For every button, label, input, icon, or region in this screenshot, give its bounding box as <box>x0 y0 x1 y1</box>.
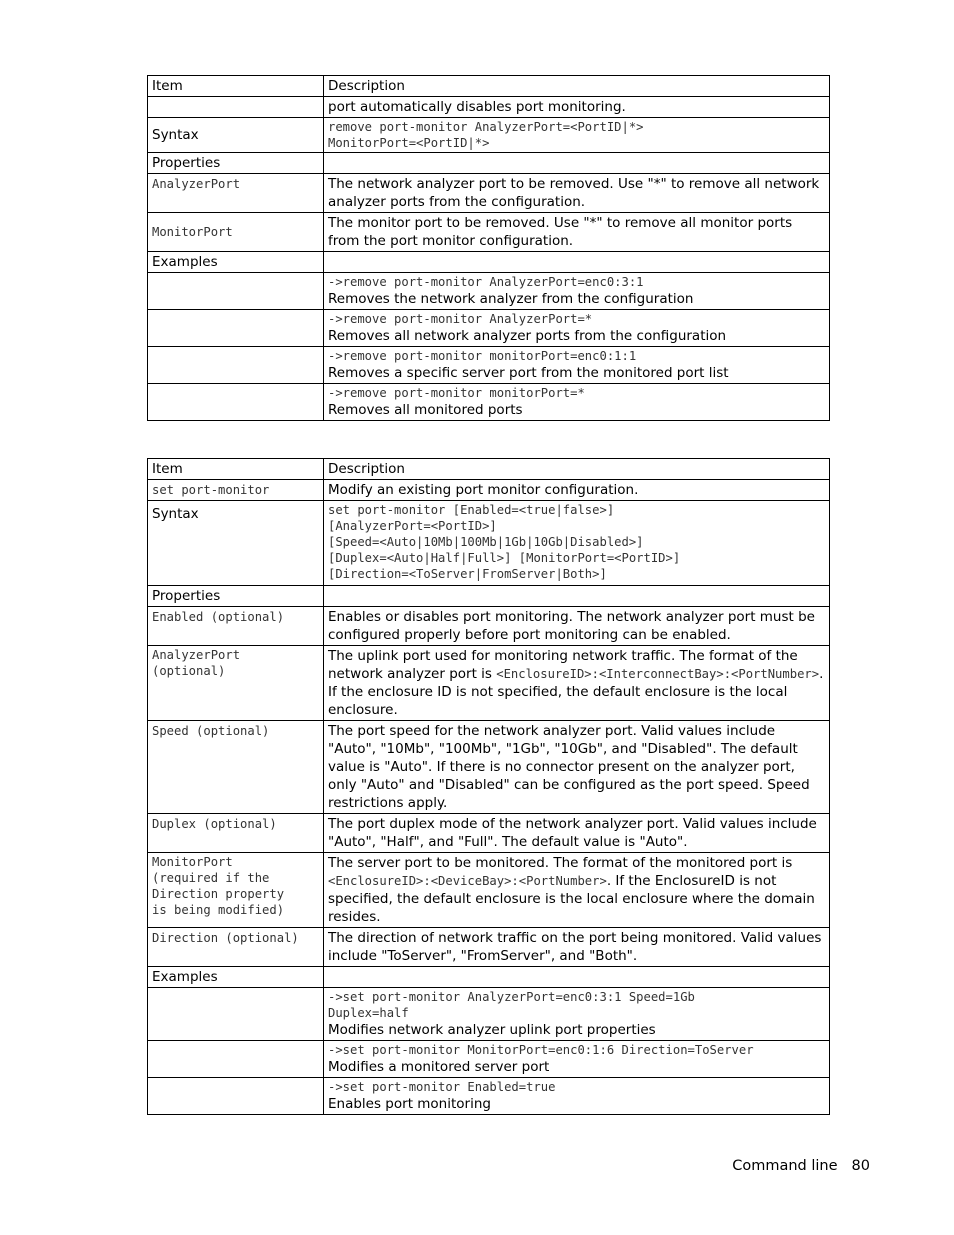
syntax-row <box>148 501 830 586</box>
table-row <box>148 1041 830 1078</box>
property-name: AnalyzerPort (optional) <box>148 646 324 721</box>
command-name: set port-monitor <box>148 480 324 501</box>
table-header-row <box>148 76 830 97</box>
table-row <box>148 310 830 347</box>
examples-row <box>148 967 830 988</box>
table-row <box>148 273 830 310</box>
table-row <box>148 480 830 501</box>
property-description: The server port to be monitored. The format of the monitored port is <EnclosureID>:<DeviceBay>:<PortNumber>. If the EnclosureID is not specified, the default enclosure is the local enclosure where the domain resides. <box>324 853 830 928</box>
table-row <box>148 814 830 853</box>
table-header-row <box>148 459 830 480</box>
table-row <box>148 853 830 928</box>
table-row <box>148 347 830 384</box>
table-row <box>148 384 830 421</box>
syntax-line: MonitorPort=<PortID|*> <box>328 136 490 150</box>
table-row <box>148 607 830 646</box>
command-description: Modify an existing port monitor configuration. <box>324 480 830 501</box>
example-command: ->set port-monitor Enabled=true <box>328 1080 556 1094</box>
example-command: Duplex=half <box>328 1006 409 1020</box>
property-description: The direction of network traffic on the port being monitored. Valid values include "ToServer", "FromServer", and "Both". <box>324 928 830 967</box>
port-format: <EnclosureID>:<InterconnectBay>:<PortNumber> <box>496 667 820 681</box>
item-column-header: Item <box>148 76 324 97</box>
page-number: 80 <box>851 1158 870 1174</box>
syntax-line: [Duplex=<Auto|Half|Full>] [MonitorPort=<PortID>] <box>328 551 681 565</box>
example-command: ->set port-monitor MonitorPort=enc0:1:6 Direction=ToServer <box>328 1043 754 1057</box>
table-row <box>148 928 830 967</box>
syntax-row <box>148 118 830 153</box>
table-row <box>148 721 830 814</box>
property-name: Direction (optional) <box>148 928 324 967</box>
table-row <box>148 174 830 213</box>
example-description: Removes a specific server port from the monitored port list <box>328 365 729 381</box>
property-name: Speed (optional) <box>148 721 324 814</box>
property-name: MonitorPort <box>148 213 324 252</box>
description-column-header: Description <box>324 459 830 480</box>
examples-label: Examples <box>148 252 324 273</box>
set-port-monitor-table <box>147 458 830 1115</box>
property-description: The uplink port used for monitoring network traffic. The format of the network analyzer port is <EnclosureID>:<InterconnectBay>:<PortNumber>. If the enclosure ID is not specified, the default enclosure is the local enclosure. <box>324 646 830 721</box>
example-command: ->remove port-monitor AnalyzerPort=enc0:3:1 <box>328 275 644 289</box>
syntax-label: Syntax <box>148 118 324 153</box>
syntax-line: [Speed=<Auto|10Mb|100Mb|1Gb|10Gb|Disabled>] <box>328 535 644 549</box>
item-column-header: Item <box>148 459 324 480</box>
description-column-header: Description <box>324 76 830 97</box>
examples-row <box>148 252 830 273</box>
properties-label: Properties <box>148 153 324 174</box>
table-row <box>148 1078 830 1115</box>
property-description: The port speed for the network analyzer port. Valid values include "Auto", "10Mb", "100Mb", "1Gb", "10Gb", and "Disabled". The default value is "Auto". If there is no connector present on the analyzer port, only "Auto" and "Disabled" can be configured as the port speed. Speed restrictions apply. <box>324 721 830 814</box>
example-command: ->remove port-monitor monitorPort=* <box>328 386 585 400</box>
example-description: Removes the network analyzer from the configuration <box>328 291 694 307</box>
syntax-line: remove port-monitor AnalyzerPort=<PortID|*> <box>328 120 644 134</box>
example-description: Enables port monitoring <box>328 1096 491 1112</box>
footer-section-name: Command line <box>732 1158 838 1174</box>
example-description: Modifies a monitored server port <box>328 1059 550 1075</box>
remove-port-monitor-table <box>147 75 830 421</box>
properties-row <box>148 153 830 174</box>
example-description: Removes all monitored ports <box>328 402 523 418</box>
syntax-line: [AnalyzerPort=<PortID>] <box>328 519 497 533</box>
table-row <box>148 213 830 252</box>
properties-row <box>148 586 830 607</box>
property-name: Enabled (optional) <box>148 607 324 646</box>
example-command: ->set port-monitor AnalyzerPort=enc0:3:1 Speed=1Gb <box>328 990 695 1004</box>
example-description: Removes all network analyzer ports from the configuration <box>328 328 727 344</box>
syntax-line: set port-monitor [Enabled=<true|false>] <box>328 503 615 517</box>
table-row <box>148 97 830 118</box>
examples-label: Examples <box>148 967 324 988</box>
property-description: The network analyzer port to be removed. Use "*" to remove all network analyzer ports from the configuration. <box>324 174 830 213</box>
example-command: ->remove port-monitor AnalyzerPort=* <box>328 312 593 326</box>
example-description: Modifies network analyzer uplink port properties <box>328 1022 656 1038</box>
property-description: The monitor port to be removed. Use "*" to remove all monitor ports from the port monitor configuration. <box>324 213 830 252</box>
port-format: <EnclosureID>:<DeviceBay>:<PortNumber> <box>328 874 607 888</box>
page-footer <box>700 1158 870 1174</box>
properties-label: Properties <box>148 586 324 607</box>
continuation-text: port automatically disables port monitoring. <box>324 97 830 118</box>
property-name: MonitorPort (required if the Direction property is being modified) <box>148 853 324 928</box>
property-description: The port duplex mode of the network analyzer port. Valid values include "Auto", "Half", and "Full". The default value is "Auto". <box>324 814 830 853</box>
table-row <box>148 646 830 721</box>
syntax-line: [Direction=<ToServer|FromServer|Both>] <box>328 567 607 581</box>
property-description: Enables or disables port monitoring. The network analyzer port must be configured properly before port monitoring can be enabled. <box>324 607 830 646</box>
table-row <box>148 988 830 1041</box>
property-name: Duplex (optional) <box>148 814 324 853</box>
syntax-label: Syntax <box>148 501 324 586</box>
property-name: AnalyzerPort <box>148 174 324 213</box>
example-command: ->remove port-monitor monitorPort=enc0:1:1 <box>328 349 637 363</box>
